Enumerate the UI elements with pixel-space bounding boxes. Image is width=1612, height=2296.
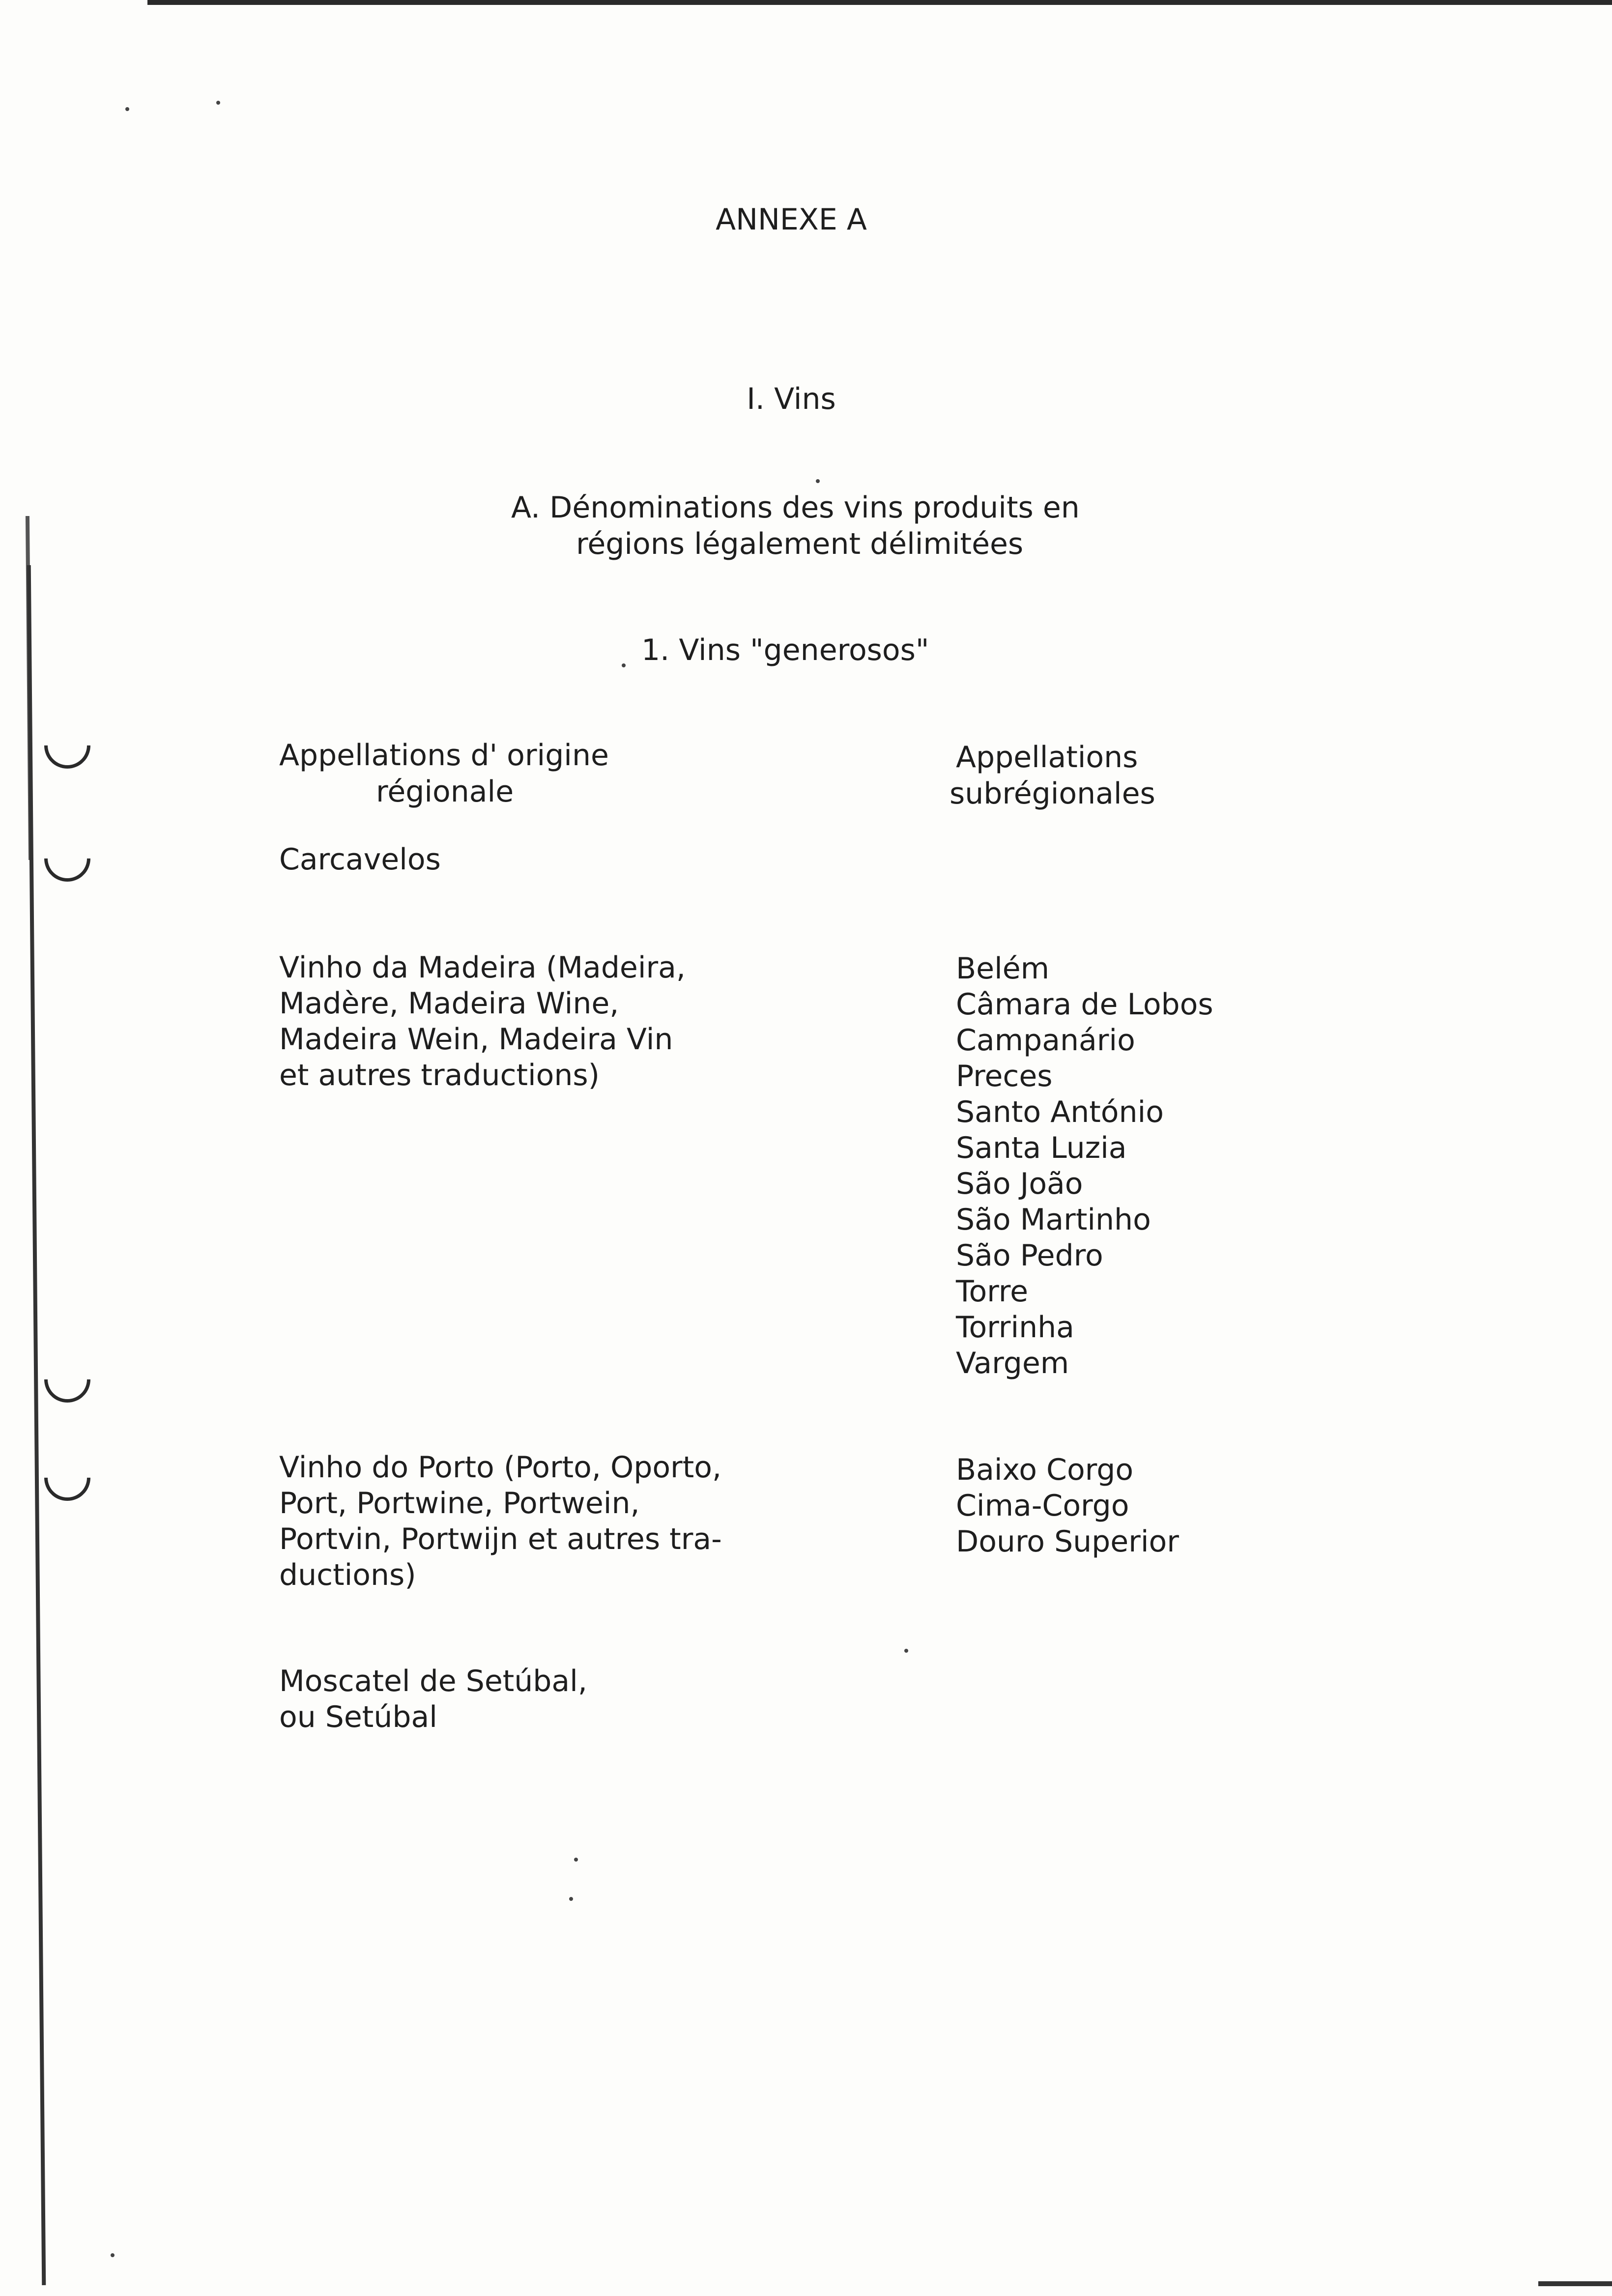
scan-bottom-mark [1538, 2281, 1612, 2286]
scan-speck [125, 107, 129, 111]
scan-speck [622, 663, 626, 667]
subregion-list [956, 951, 1213, 1381]
subregion-item: Cima-Corgo [956, 1489, 1129, 1523]
subregion-item: Torre [956, 1274, 1029, 1309]
scan-speck [111, 2253, 115, 2257]
subregion-item: Douro Superior [956, 1524, 1179, 1559]
subregion-item: Torrinha [956, 1310, 1074, 1345]
scan-speck [574, 1858, 578, 1862]
subregion-item: Preces [956, 1059, 1053, 1093]
subregion-item: Santo António [956, 1095, 1164, 1129]
appellation-line: Vinho do Porto (Porto, Oporto, [279, 1450, 722, 1485]
subregion-item: Campanário [956, 1023, 1135, 1058]
scan-speck [816, 479, 820, 483]
binder-ring-icon [35, 826, 100, 891]
appellation-entry [279, 1664, 587, 1735]
scan-speck [569, 1897, 573, 1901]
appellation-line: Carcavelos [279, 842, 441, 877]
section-title: I. Vins [747, 382, 836, 416]
appellation-line: ductions) [279, 1558, 416, 1592]
appellation-entry [279, 950, 686, 1093]
subregion-item: São Pedro [956, 1238, 1103, 1273]
category-heading: 1. Vins "generosos" [641, 633, 929, 667]
appellation-entry [279, 842, 441, 878]
binder-ring-icon [35, 713, 100, 778]
binder-ring-icon [35, 1445, 100, 1511]
right-column-header-line2: subrégionales [950, 776, 1155, 811]
binding-edge [27, 565, 46, 2285]
subregion-item: Baixo Corgo [956, 1453, 1134, 1487]
subsection-heading-line1: A. Dénominations des vins produits en [511, 490, 1080, 525]
appellation-line: Port, Portwine, Portwein, [279, 1486, 640, 1521]
appellation-line: Madère, Madeira Wine, [279, 986, 619, 1021]
left-column-header-line2: régionale [376, 775, 514, 809]
appellation-entry [279, 1450, 722, 1593]
appellation-line: Vinho da Madeira (Madeira, [279, 950, 686, 985]
left-column-header-line1: Appellations d' origine [279, 738, 609, 773]
appellation-line: Portvin, Portwijn et autres tra- [279, 1522, 722, 1556]
subregion-item: São Martinho [956, 1203, 1151, 1237]
subregion-item: Belém [956, 951, 1050, 986]
scan-speck [904, 1649, 908, 1653]
right-column-header-line1: Appellations [956, 740, 1138, 775]
subregion-list [956, 1452, 1179, 1560]
binder-ring-icon [35, 1347, 100, 1412]
subregion-item: São João [956, 1167, 1083, 1201]
appellation-line: Moscatel de Setúbal, [279, 1664, 587, 1698]
subregion-item: Vargem [956, 1346, 1069, 1380]
scan-speck [216, 101, 220, 105]
subregion-item: Santa Luzia [956, 1131, 1127, 1165]
appellation-line: et autres traductions) [279, 1058, 600, 1092]
appellation-line: ou Setúbal [279, 1700, 437, 1734]
subsection-heading-line2: régions légalement délimitées [576, 527, 1024, 561]
subregion-item: Câmara de Lobos [956, 987, 1213, 1022]
scan-top-edge [147, 0, 1612, 5]
annex-title: ANNEXE A [716, 202, 867, 237]
appellation-line: Madeira Wein, Madeira Vin [279, 1022, 673, 1057]
